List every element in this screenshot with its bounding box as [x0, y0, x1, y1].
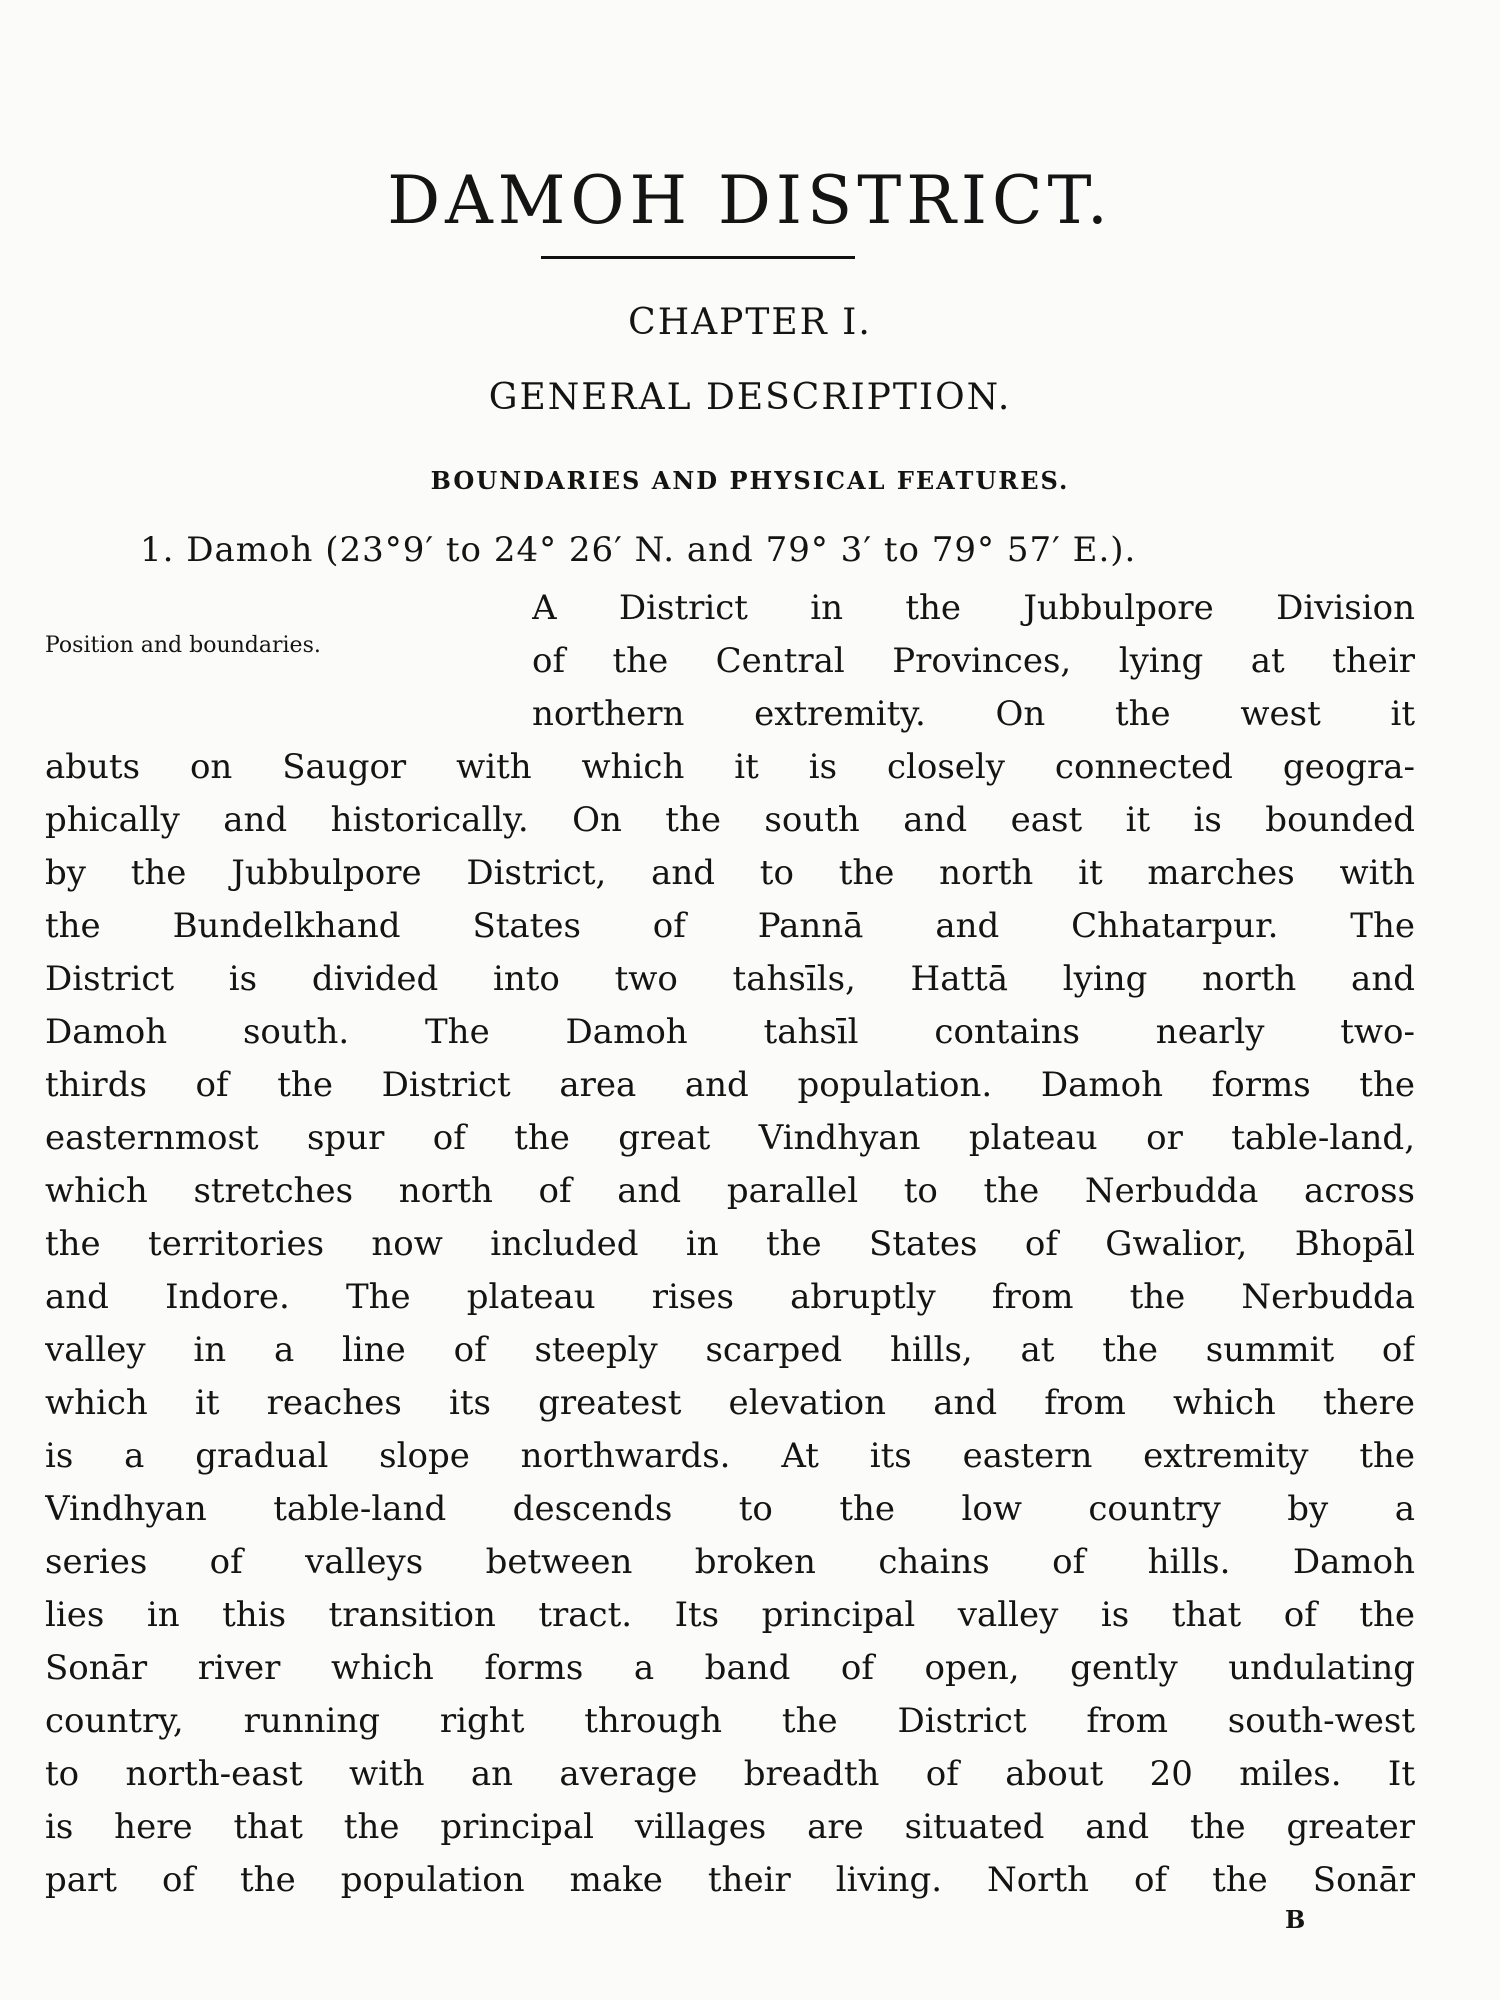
chapter-subtitle: GENERAL DESCRIPTION. — [488, 377, 1012, 418]
body-line: the territories now included in the States of Gwalior, Bhopāl — [45, 1224, 1415, 1264]
body-line: A District in the Jubbulpore Division — [532, 588, 1415, 628]
body-line: and Indore. The plateau rises abruptly from the Nerbudda — [45, 1277, 1415, 1317]
body-line: which stretches north of and parallel to the Nerbudda across — [45, 1171, 1415, 1211]
body-line: thirds of the District area and population. Damoh forms the — [45, 1065, 1415, 1105]
margin-note: Position and boundaries. — [45, 633, 321, 658]
body-line: Vindhyan table-land descends to the low country by a — [45, 1489, 1415, 1529]
section-heading: BOUNDARIES AND PHYSICAL FEATURES. — [430, 466, 1070, 495]
body-line: part of the population make their living. North of the Sonār — [45, 1860, 1415, 1900]
body-line: which it reaches its greatest elevation and from which there — [45, 1383, 1415, 1423]
body-line: the Bundelkhand States of Pannā and Chhatarpur. The — [45, 906, 1415, 946]
body-line: of the Central Provinces, lying at their — [532, 641, 1415, 681]
page-title: DAMOH DISTRICT. — [387, 162, 1113, 240]
paragraph-heading: 1. Damoh (23°9′ to 24° 26′ N. and 79° 3′ to 79° 57′ E.). — [140, 530, 1137, 570]
signature-mark: B — [1285, 1905, 1306, 1934]
body-line: District is divided into two tahsīls, Hattā lying north and — [45, 959, 1415, 999]
body-line: Damoh south. The Damoh tahsīl contains nearly two- — [45, 1012, 1415, 1052]
body-line: Sonār river which forms a band of open, gently undulating — [45, 1648, 1415, 1688]
show-through-texture — [55, 0, 1455, 53]
body-line: lies in this transition tract. Its principal valley is that of the — [45, 1595, 1415, 1635]
body-line: country, running right through the District from south-west — [45, 1701, 1415, 1741]
body-line: is here that the principal villages are situated and the greater — [45, 1807, 1415, 1847]
body-line: easternmost spur of the great Vindhyan plateau or table-land, — [45, 1118, 1415, 1158]
body-line: northern extremity. On the west it — [532, 694, 1415, 734]
title-rule — [541, 256, 855, 259]
body-line: to north-east with an average breadth of about 20 miles. It — [45, 1754, 1415, 1794]
body-line: phically and historically. On the south and east it is bounded — [45, 800, 1415, 840]
body-line: is a gradual slope northwards. At its eastern extremity the — [45, 1436, 1415, 1476]
chapter-heading: CHAPTER I. — [628, 302, 872, 343]
body-line: abuts on Saugor with which it is closely connected geogra- — [45, 747, 1415, 787]
body-line: series of valleys between broken chains of hills. Damoh — [45, 1542, 1415, 1582]
body-line: by the Jubbulpore District, and to the north it marches with — [45, 853, 1415, 893]
body-line: valley in a line of steeply scarped hills, at the summit of — [45, 1330, 1415, 1370]
